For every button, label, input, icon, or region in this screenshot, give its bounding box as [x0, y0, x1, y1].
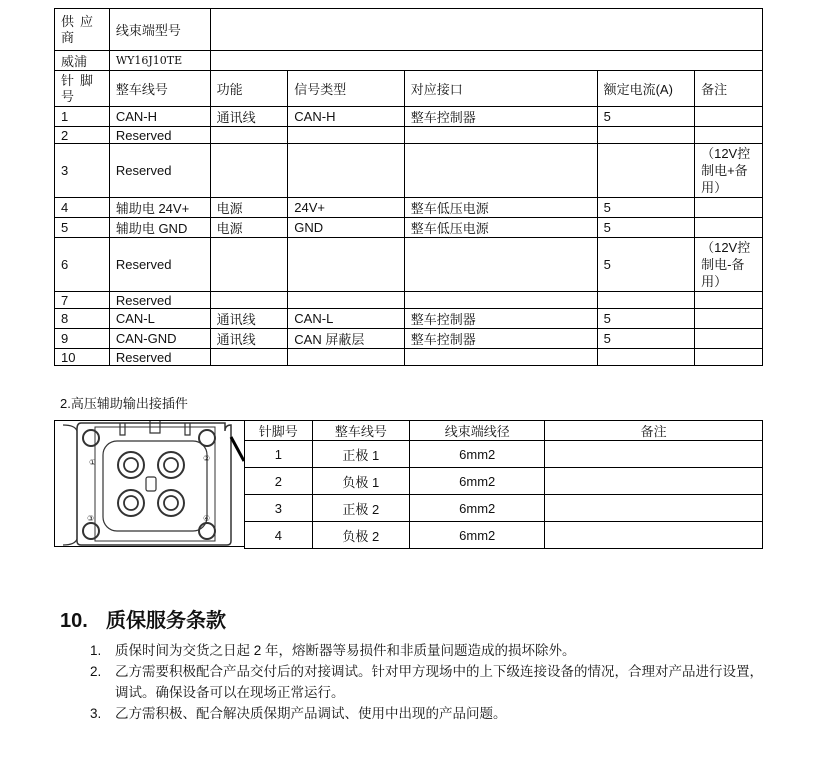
- cell-wire: CAN-GND: [109, 329, 210, 349]
- cell-signal: [288, 144, 404, 198]
- pin-socket-inner-icon: [124, 458, 138, 472]
- cell-current: [597, 127, 695, 144]
- pin-label-3: ③: [87, 514, 95, 523]
- cell-gauge: 6mm2: [410, 495, 545, 522]
- cell-pin: 6: [55, 238, 110, 292]
- pin-socket-icon: [118, 490, 144, 516]
- pin-label-4: ④: [203, 514, 211, 523]
- header-signal: 信号类型: [288, 71, 404, 107]
- cell-current: 5: [597, 107, 695, 127]
- cell-wire: Reserved: [109, 238, 210, 292]
- cell-current: [597, 349, 695, 366]
- cell-current: [597, 292, 695, 309]
- harness-model-label: 线束端型号: [109, 9, 210, 51]
- warranty-list: [90, 640, 770, 724]
- cell-wire: Reserved: [109, 349, 210, 366]
- header-gauge: 线束端线径: [410, 421, 545, 441]
- pin-socket-inner-icon: [164, 496, 178, 510]
- cell-pin: 8: [55, 309, 110, 329]
- cell-iface: [404, 127, 597, 144]
- table-row: [55, 127, 763, 144]
- list-item-index: 3.: [90, 706, 102, 721]
- list-item-text: 质保时间为交货之日起 2 年，熔断器等易损件和非质量问题造成的损坏除外。: [115, 643, 576, 658]
- cell-note: [695, 309, 763, 329]
- table-row: [55, 309, 763, 329]
- cell-gauge: 6mm2: [410, 522, 545, 549]
- table-row: [55, 144, 763, 198]
- cell-wire: 辅助电 GND: [109, 218, 210, 238]
- cell-pin: 4: [55, 198, 110, 218]
- cell-iface: 整车控制器: [404, 107, 597, 127]
- cell-wire: 正极 1: [312, 441, 409, 468]
- supplier-label: 供应商: [55, 9, 110, 51]
- hv-connector-table: [244, 420, 763, 549]
- cell-func: [210, 292, 288, 309]
- cell-note: [695, 198, 763, 218]
- header-interface: 对应接口: [404, 71, 597, 107]
- cell-func: 通讯线: [210, 309, 288, 329]
- cell-note: [545, 495, 763, 522]
- section-number: 10.: [60, 610, 88, 632]
- pin-socket-icon: [118, 452, 144, 478]
- cell-signal: 24V+: [288, 198, 404, 218]
- cell-signal: [288, 349, 404, 366]
- table-row: [55, 198, 763, 218]
- cell-pin: 10: [55, 349, 110, 366]
- cell-note: [695, 218, 763, 238]
- cell-wire: 正极 2: [312, 495, 409, 522]
- header-pin: 针脚号: [55, 71, 110, 107]
- leader-line: [231, 437, 244, 461]
- pin-table-body: [55, 107, 763, 366]
- harness-model-value: WY16J10TE: [109, 51, 210, 71]
- cell-current: [597, 144, 695, 198]
- cell-func: [210, 127, 288, 144]
- cell-pin: 1: [245, 441, 313, 468]
- cell-note: [695, 349, 763, 366]
- cell-iface: [404, 292, 597, 309]
- cell-note: [695, 127, 763, 144]
- cell-iface: 整车控制器: [404, 329, 597, 349]
- section-10-heading: [60, 604, 226, 633]
- cell-iface: [404, 144, 597, 198]
- header-wire: 整车线号: [312, 421, 409, 441]
- header-current: 额定电流(A): [597, 71, 695, 107]
- cell-iface: 整车低压电源: [404, 218, 597, 238]
- cell-pin: 2: [245, 468, 313, 495]
- cell-signal: CAN-L: [288, 309, 404, 329]
- cell-func: 电源: [210, 198, 288, 218]
- cell-wire: 辅助电 24V+: [109, 198, 210, 218]
- header-note: 备注: [545, 421, 763, 441]
- cell-pin: 1: [55, 107, 110, 127]
- cell-current: 5: [597, 218, 695, 238]
- mounting-hole-icon: [199, 430, 215, 446]
- cell-gauge: 6mm2: [410, 468, 545, 495]
- supplier-value: 威浦: [55, 51, 110, 71]
- connector-inner-frame: [95, 427, 215, 541]
- table-row: [245, 468, 763, 495]
- cell-current: 5: [597, 238, 695, 292]
- cell-func: [210, 238, 288, 292]
- cell-iface: 整车低压电源: [404, 198, 597, 218]
- pin-socket-inner-icon: [164, 458, 178, 472]
- pin-socket-icon: [158, 490, 184, 516]
- cell-pin: 3: [55, 144, 110, 198]
- pin-socket-inner-icon: [124, 496, 138, 510]
- list-item: [90, 703, 770, 724]
- cell-signal: CAN-H: [288, 107, 404, 127]
- table-row: [55, 329, 763, 349]
- connector-pin-housing: [103, 441, 207, 531]
- cell-pin: 7: [55, 292, 110, 309]
- cell-wire: 负极 1: [312, 468, 409, 495]
- header-pin: 针脚号: [245, 421, 313, 441]
- cell-wire: CAN-H: [109, 107, 210, 127]
- cell-wire: Reserved: [109, 292, 210, 309]
- cell-current: 5: [597, 309, 695, 329]
- table-row: [55, 292, 763, 309]
- cell-note: [545, 522, 763, 549]
- cell-note: [695, 107, 763, 127]
- connector-drawing: [54, 420, 244, 547]
- cell-signal: [288, 238, 404, 292]
- list-item-text: 乙方需积极、配合解决质保期产品调试、使用中出现的产品问题。: [115, 706, 507, 721]
- cell-wire: Reserved: [109, 127, 210, 144]
- table-row: [245, 495, 763, 522]
- cell-pin: 2: [55, 127, 110, 144]
- table-row: [55, 218, 763, 238]
- cell-wire: CAN-L: [109, 309, 210, 329]
- empty-cell: [210, 9, 762, 51]
- empty-cell: [210, 51, 762, 71]
- cell-note: [695, 292, 763, 309]
- connector-illustration: [55, 421, 244, 547]
- section-2-title: 2.高压辅助输出接插件: [60, 396, 188, 411]
- cell-pin: 4: [245, 522, 313, 549]
- table-row: [55, 238, 763, 292]
- header-note: 备注: [695, 71, 763, 107]
- section-title: 质保服务条款: [106, 610, 226, 632]
- cell-note: [545, 441, 763, 468]
- cell-current: 5: [597, 329, 695, 349]
- cell-iface: 整车控制器: [404, 309, 597, 329]
- cell-iface: [404, 349, 597, 366]
- cell-pin: 3: [245, 495, 313, 522]
- pin-label-2: ②: [203, 454, 211, 463]
- cell-func: 电源: [210, 218, 288, 238]
- header-function: 功能: [210, 71, 288, 107]
- header-wire: 整车线号: [109, 71, 210, 107]
- column-header-row: [245, 421, 763, 441]
- pin-socket-icon: [158, 452, 184, 478]
- cell-func: 通讯线: [210, 107, 288, 127]
- cell-signal: [288, 292, 404, 309]
- mounting-hole-icon: [83, 523, 99, 539]
- cell-wire: Reserved: [109, 144, 210, 198]
- cell-note: [695, 329, 763, 349]
- cell-note: [545, 468, 763, 495]
- cell-gauge: 6mm2: [410, 441, 545, 468]
- pin-table: [54, 8, 763, 366]
- table-row: [55, 349, 763, 366]
- cell-note: （12V控制电-备用）: [695, 238, 763, 292]
- cell-signal: [288, 127, 404, 144]
- center-key-icon: [146, 477, 156, 491]
- table-row: [55, 107, 763, 127]
- mounting-hole-icon: [199, 523, 215, 539]
- table-row: [245, 441, 763, 468]
- connector-left-flange: [63, 425, 77, 545]
- list-item-index: 1.: [90, 643, 102, 658]
- cell-note: （12V控制电+备用）: [695, 144, 763, 198]
- cell-iface: [404, 238, 597, 292]
- list-item-text: 乙方需要积极配合产品交付后的对接调试。针对甲方现场中的上下级连接设备的情况，合理对产品进行设置，调试。确保设备可以在现场正常运行。: [115, 664, 763, 700]
- cell-signal: CAN 屏蔽层: [288, 329, 404, 349]
- cell-func: [210, 144, 288, 198]
- pin-label-1: ①: [89, 458, 97, 467]
- table-row: [55, 51, 763, 71]
- cell-pin: 5: [55, 218, 110, 238]
- cell-wire: 负极 2: [312, 522, 409, 549]
- cell-func: [210, 349, 288, 366]
- cell-current: 5: [597, 198, 695, 218]
- hv-table-body: [245, 441, 763, 549]
- mounting-hole-icon: [83, 430, 99, 446]
- table-header-row: [55, 9, 763, 51]
- cell-signal: GND: [288, 218, 404, 238]
- cell-func: 通讯线: [210, 329, 288, 349]
- column-header-row: [55, 71, 763, 107]
- list-item: [90, 640, 770, 661]
- list-item: [90, 661, 770, 703]
- table-row: [245, 522, 763, 549]
- list-item-index: 2.: [90, 664, 102, 679]
- cell-pin: 9: [55, 329, 110, 349]
